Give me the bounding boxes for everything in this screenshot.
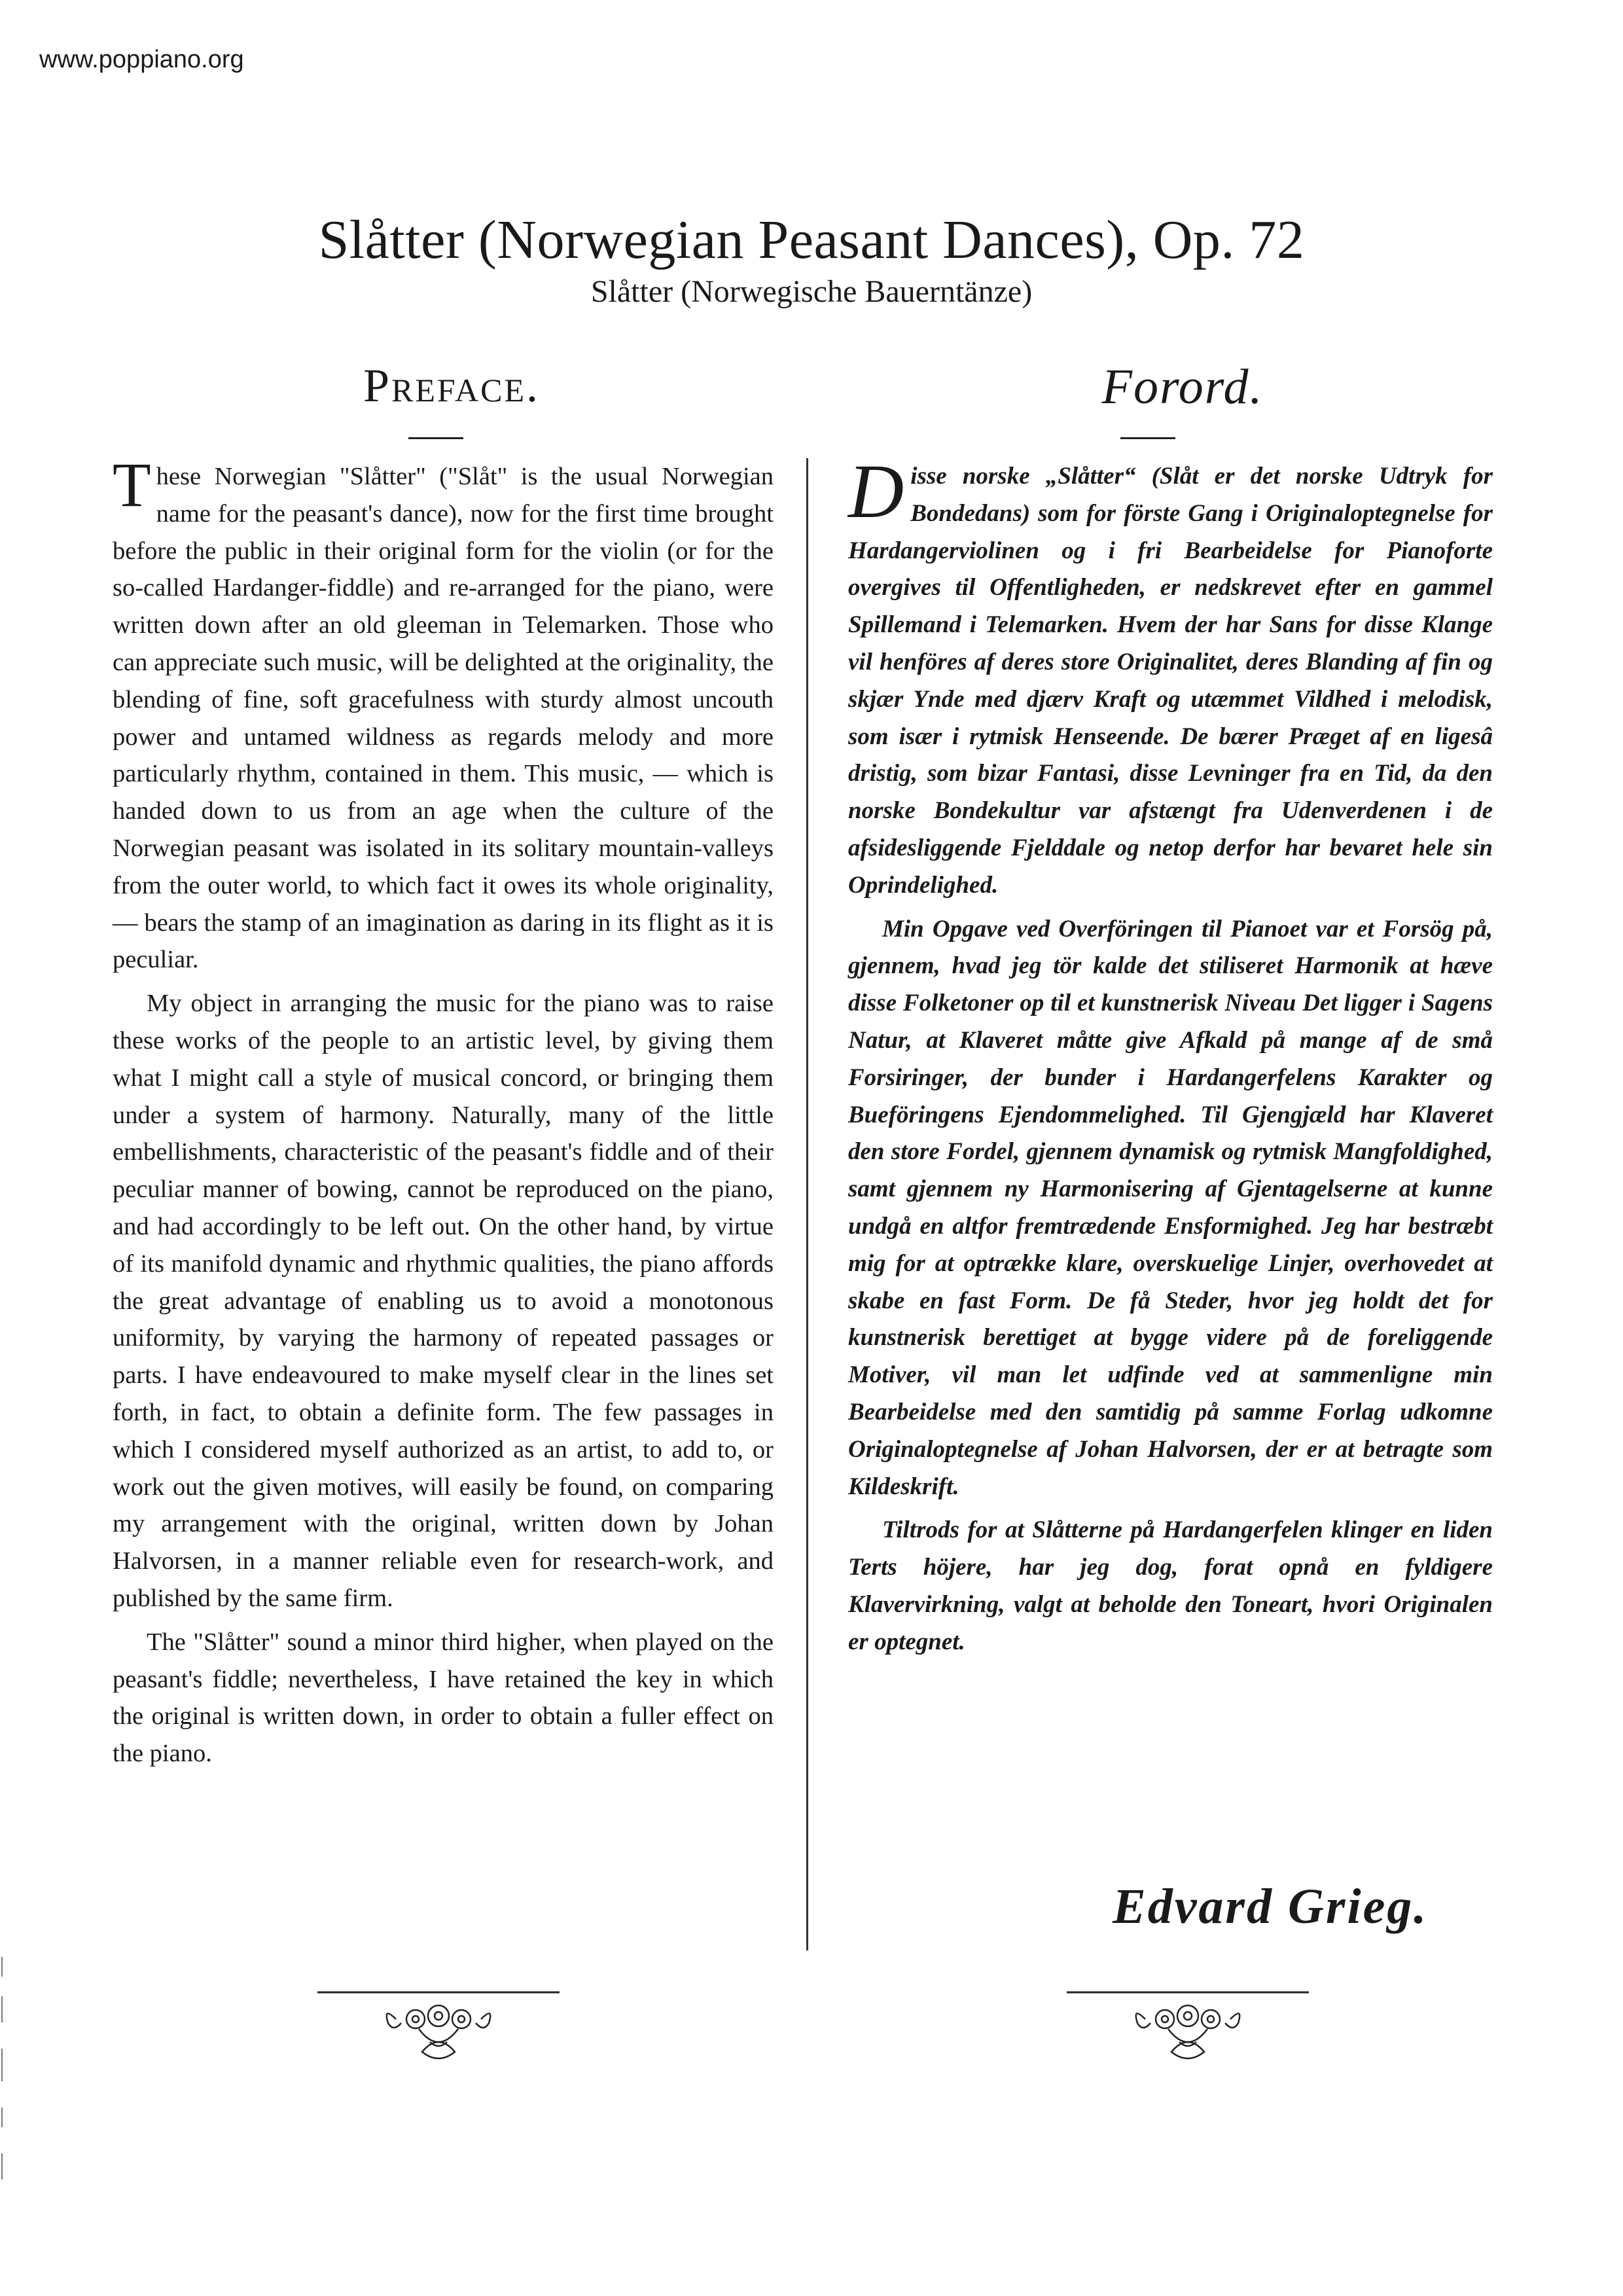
page-title: Slåtter (Norwegian Peasant Dances), Op. 72 <box>318 209 1305 270</box>
forord-paragraph: Min Opgave ved Overföringen til Pianoet var et Forsög på, gjennem, hvad jeg tör kalde det stiliseret Harmonik at hæve disse Folketoner op til et kunstnerisk Niveau Det ligger i Sagens Natur, at Klaveret måtte give Afkald på mange af de små Forsiringer, der bunder i Hardangerfelens Karakter og Bueföringens Ejendommelighed. Til Gjengjæld har Klaveret den store Fordel, gjennem dynamisk og rytmisk Mangfoldighed, samt gjennem ny Harmonisering af Gjentagelserne at kunne undgå en altfor fremtrædende Ensformighed. Jeg har bestræbt mig for at optrække klare, overskuelige Linjer, overhovedet at skabe en fast Form. De få Steder, hvor jeg holdt det for kunstnerisk berettiget at bygge videre på de foreliggende Motiver, vil man let udfinde ved at sammenligne min Bearbeidelse med den samtidig på samme Forlag udkomne Originaloptegnelse af Johan Halvorsen, der er at betragte som Kildeskrift. <box>848 915 1493 1500</box>
preface-paragraph: My object in arranging the music for the piano was to raise these works of the people to an artistic level, by giving them what I might call a style of musical concord, or bringing them under a system of harmony. Naturally, many of the little embellishments, characteristic of the peasant's fiddle and of their peculiar manner of bowing, cannot be reproduced on the piano, and had accordingly to be left out. On the other hand, by virtue of its manifold dynamic and rhythmic qualities, the piano affords the great advantage of enabling us to avoid a monotonous uniformity, by varying the harmony of repeated passages or parts. I have endeavoured to make myself clear in the lines set forth, in fact, to obtain a definite form. The few passages in which I considered myself authorized as an artist, to add to, or work out the given motives, will easily be found, on comparing my arrangement with the original, written down by Johan Halvorsen, in a manner reliable even for research-work, and published by the same firm. <box>113 990 774 1612</box>
scan-edge-marks <box>0 1957 4 2186</box>
forord-heading: Forord. <box>1101 359 1264 414</box>
ornament-icon <box>1067 1990 1309 2068</box>
page-subtitle: Slåtter (Norwegische Bauerntänze) <box>590 274 1033 309</box>
preface-paragraph: These Norwegian "Slåtter" ("Slåt" is the usual Norwegian name for the peasant's dance), now for the first time brought before the public in their original form for the violin (or for the so-called Hardanger-fiddle) and re-arranged for the piano, were written down after an old gleeman in Telemarken. Those who can appreciate such music, will be delighted at the originality, the blending of fine, soft gracefulness with sturdy almost uncouth power and untamed wildness as regards melody and more particularly rhythm, contained in them. This music, — which is handed down to us from an age when the culture of the Norwegian peasant was isolated in its solitary mountain-valleys from the outer world, to which fact it owes its whole originality, — bears the stamp of an imagination as daring in its flight as it is peculiar. <box>113 450 774 974</box>
column-divider <box>806 458 808 1950</box>
drop-cap: D <box>848 448 904 534</box>
preface-heading-rule <box>408 437 463 439</box>
site-url: www.poppiano.org <box>39 46 244 73</box>
ornament-icon <box>317 1990 560 2068</box>
preface-heading: Preface. <box>363 359 541 412</box>
drop-cap: T <box>113 450 151 520</box>
forord-column <box>848 448 1493 1668</box>
signature: Edvard Grieg. <box>1113 1879 1429 1934</box>
forord-heading-rule <box>1120 437 1175 439</box>
preface-column <box>113 450 774 1779</box>
preface-paragraph: The "Slåtter" sound a minor third higher, when played on the peasant's fiddle; nevertheless, I have retained the key in which the original is written down, in order to obtain a fuller effect on the piano. <box>113 1628 774 1768</box>
forord-paragraph: Disse norske „Slåtter“ (Slåt er det norske Udtryk for Bondedans) som for förste Gang i Originaloptegnelse for Hardangerviolinen og i fri Bearbeidelse for Pianoforte overgives til Offentligheden, er nedskrevet efter en gammel Spillemand i Telemarken. Hvem der har Sans for disse Klange vil henföres af deres store Originalitet, deres Blanding af fin og skjær Ynde med djærv Kraft og utæmmet Vildhed i melodisk, som især i rytmisk Henseende. De bærer Præget af en ligesâ dristig, som bizar Fantasi, disse Levninger fra en Tid, da den norske Bondekultur var afstængt fra Udenverdenen i de afsidesliggende Fjelddale og netop derfor har bevaret hele sin Oprindelighed. <box>848 448 1493 899</box>
forord-paragraph: Tiltrods for at Slåtterne på Hardangerfelen klinger en liden Terts höjere, har jeg dog, forat opnå en fyldigere Klavervirkning, valgt at beholde den Toneart, hvori Originalen er optegnet. <box>848 1516 1493 1655</box>
